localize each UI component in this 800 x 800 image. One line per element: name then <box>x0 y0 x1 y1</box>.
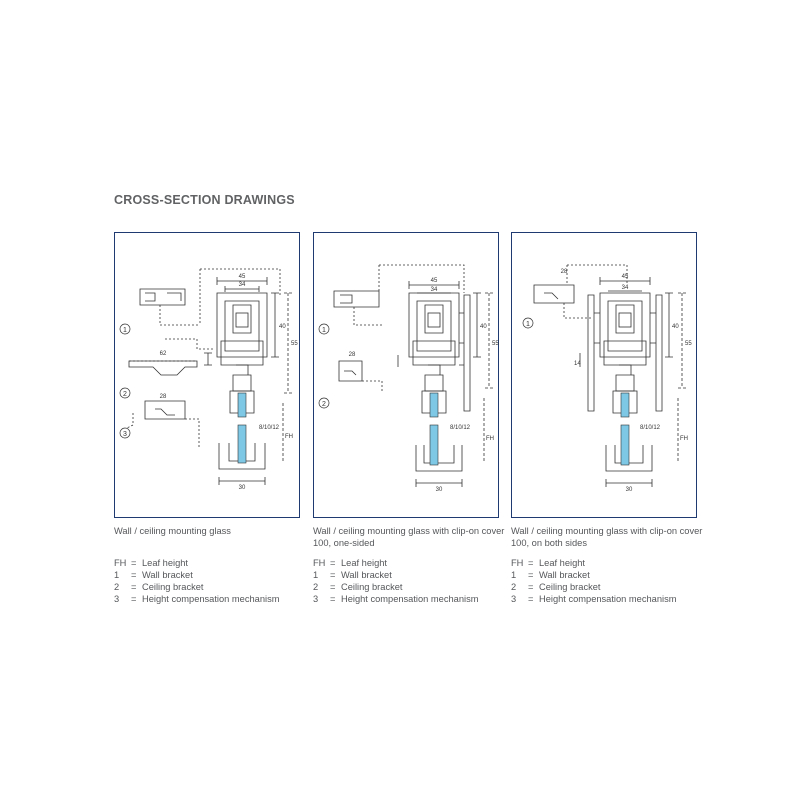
legend-row <box>511 593 676 605</box>
legend-eq: = <box>330 582 336 592</box>
legend-key: 3 <box>114 594 120 604</box>
caption-panel-2: Wall / ceiling mounting glass with clip-on cover 100, one-sided <box>313 526 505 548</box>
legend-row <box>511 557 676 569</box>
legend-text: Wall bracket <box>341 570 392 580</box>
legend-row <box>313 593 478 605</box>
legend-text: Wall bracket <box>539 570 590 580</box>
legend-key: 2 <box>511 582 517 592</box>
legend-key: FH <box>313 558 326 568</box>
dim-45: 45 <box>621 274 629 280</box>
dim-45: 45 <box>430 278 438 284</box>
legend-eq: = <box>330 594 336 604</box>
legend-panel-1 <box>114 557 279 605</box>
dim-34: 34 <box>430 287 438 293</box>
legend-row <box>313 581 478 593</box>
legend-row <box>114 569 279 581</box>
legend-row <box>114 557 279 569</box>
legend-row <box>511 581 676 593</box>
dim-fh: FH <box>680 436 688 442</box>
legend-text: Leaf height <box>142 558 189 568</box>
legend-eq: = <box>131 558 137 568</box>
legend-row <box>114 581 279 593</box>
dim-30: 30 <box>238 485 246 491</box>
glass-pane-lower <box>621 425 629 465</box>
legend-text: Height compensation mechanism <box>142 594 280 604</box>
legend-key: 1 <box>313 570 319 580</box>
callout-2-label: 2 <box>322 401 326 408</box>
dim-glass: 8/10/12 <box>640 425 661 431</box>
legend-key: FH <box>511 558 524 568</box>
legend-text: Ceiling bracket <box>142 582 204 592</box>
legend-key: 1 <box>511 570 517 580</box>
dim-40: 40 <box>480 324 487 330</box>
dim-28: 28 <box>159 394 167 400</box>
dim-30: 30 <box>625 487 633 493</box>
legend-key: 2 <box>313 582 319 592</box>
legend-row <box>511 569 676 581</box>
legend-text: Wall bracket <box>142 570 193 580</box>
legend-eq: = <box>131 570 137 580</box>
legend-text: Leaf height <box>341 558 388 568</box>
legend-text: Ceiling bracket <box>539 582 601 592</box>
legend-text: Leaf height <box>539 558 586 568</box>
legend-key: FH <box>114 558 127 568</box>
glass-pane-lower <box>238 425 246 463</box>
dim-28: 28 <box>348 352 356 358</box>
caption-panel-1: Wall / ceiling mounting glass <box>114 526 231 536</box>
dim-34: 34 <box>238 282 246 288</box>
caption-panel-3: Wall / ceiling mounting glass with clip-on cover 100, on both sides <box>511 526 703 548</box>
dim-glass: 8/10/12 <box>259 425 280 431</box>
callout-1-label: 1 <box>322 327 326 334</box>
legend-text: Height compensation mechanism <box>341 594 479 604</box>
glass-pane-lower <box>430 425 438 465</box>
dim-28: 28 <box>560 269 568 275</box>
dim-40: 40 <box>279 324 286 330</box>
dim-40: 40 <box>672 324 679 330</box>
glass-pane-upper <box>238 393 246 417</box>
callout-1-label: 1 <box>123 327 127 334</box>
cross-section-drawing-2 <box>314 233 500 519</box>
page-title: CROSS-SECTION DRAWINGS <box>114 193 295 207</box>
dim-62: 62 <box>159 351 167 357</box>
legend-text: Height compensation mechanism <box>539 594 677 604</box>
legend-key: 2 <box>114 582 120 592</box>
glass-pane-upper <box>621 393 629 417</box>
legend-eq: = <box>528 594 534 604</box>
dim-34: 34 <box>621 285 629 291</box>
callout-2-label: 2 <box>123 391 127 398</box>
dim-14: 14 <box>574 361 581 367</box>
dim-30: 30 <box>435 487 443 493</box>
dim-45: 45 <box>238 274 246 280</box>
dim-fh: FH <box>486 436 494 442</box>
legend-row <box>114 593 279 605</box>
dim-55: 55 <box>291 341 298 347</box>
cross-section-drawing-1 <box>115 233 301 519</box>
dim-55: 55 <box>492 341 499 347</box>
dim-glass: 8/10/12 <box>450 425 471 431</box>
callout-1-label: 1 <box>526 321 530 328</box>
legend-key: 3 <box>313 594 319 604</box>
dim-55: 55 <box>685 341 692 347</box>
callout-3-label: 3 <box>123 431 127 438</box>
legend-key: 1 <box>114 570 120 580</box>
legend-panel-3 <box>511 557 676 605</box>
drawing-panel-1 <box>114 232 300 518</box>
legend-eq: = <box>528 570 534 580</box>
legend-eq: = <box>330 558 336 568</box>
legend-row <box>313 569 478 581</box>
drawing-panel-2 <box>313 232 499 518</box>
legend-eq: = <box>131 594 137 604</box>
legend-eq: = <box>528 582 534 592</box>
drawing-panel-3 <box>511 232 697 518</box>
legend-eq: = <box>131 582 137 592</box>
legend-eq: = <box>330 570 336 580</box>
legend-panel-2 <box>313 557 478 605</box>
legend-text: Ceiling bracket <box>341 582 403 592</box>
legend-eq: = <box>528 558 534 568</box>
dim-fh: FH <box>285 434 293 440</box>
glass-pane-upper <box>430 393 438 417</box>
cross-section-drawing-3 <box>512 233 698 519</box>
legend-key: 3 <box>511 594 517 604</box>
legend-row <box>313 557 478 569</box>
